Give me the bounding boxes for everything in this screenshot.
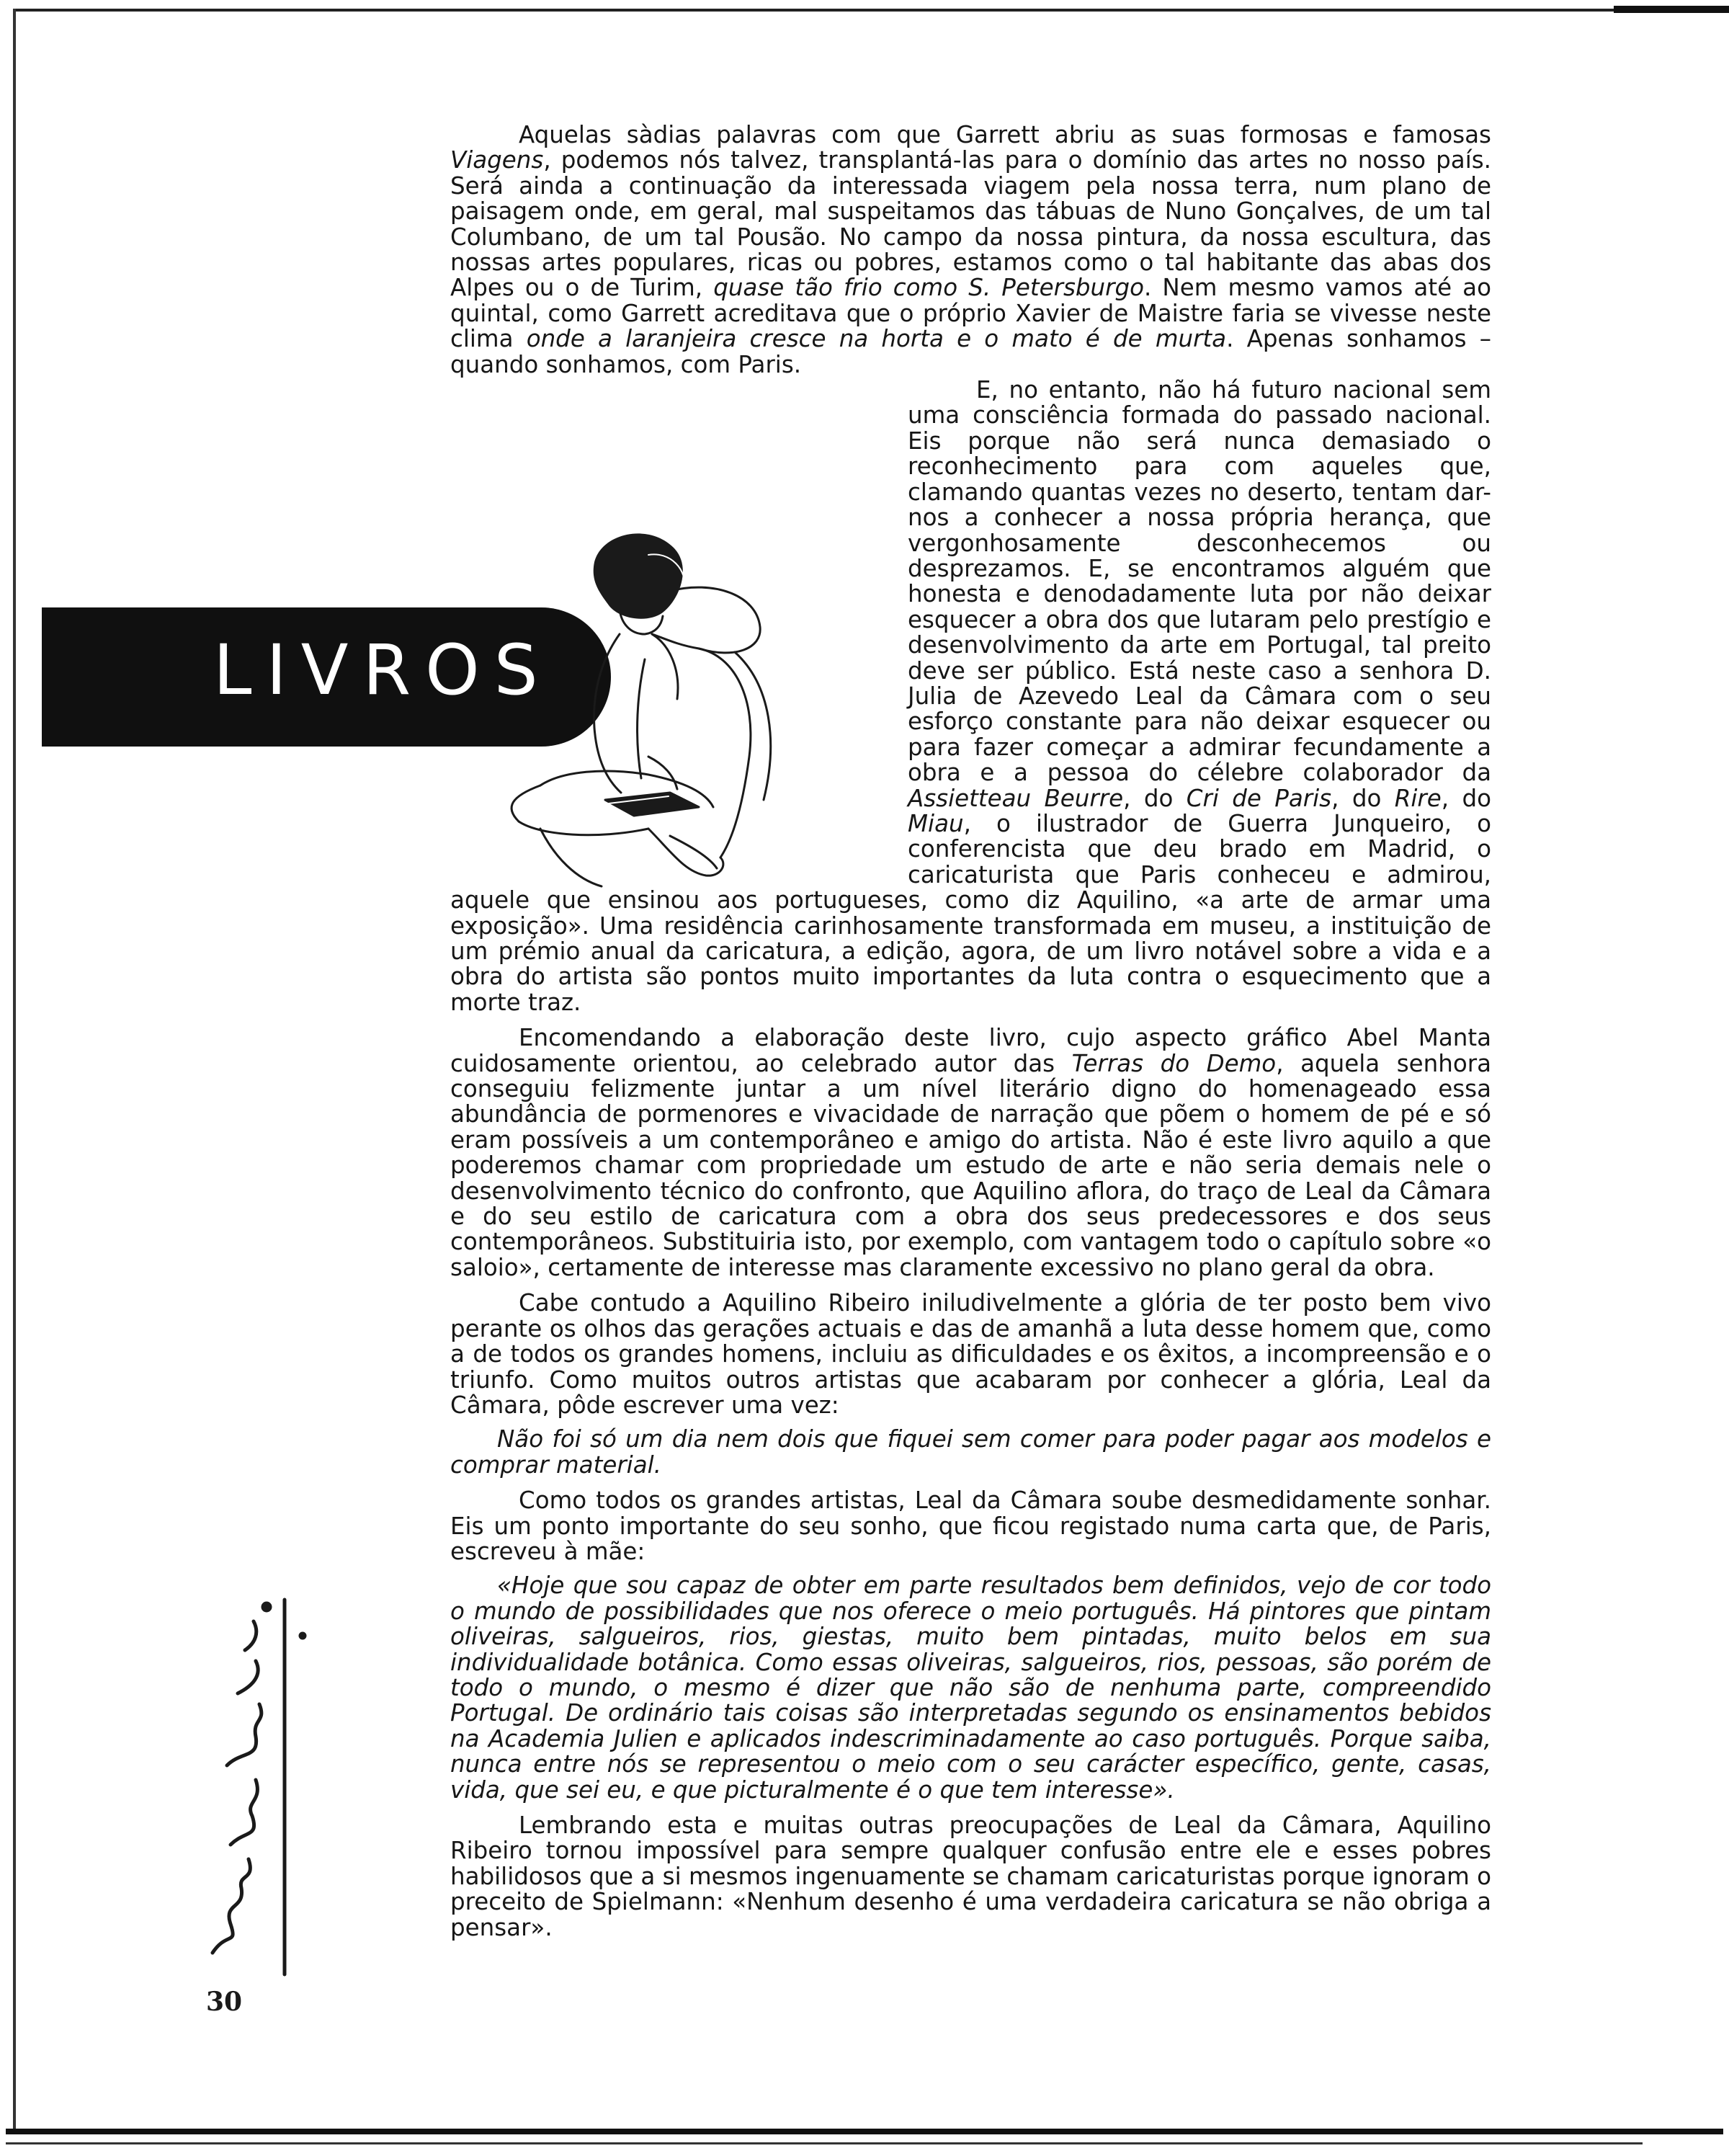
article-body — [450, 122, 1491, 1941]
paragraph-6: Como todos os grandes artistas, Leal da Câmara soube desmedidamente sonhar. Eis um ponto importante do seu sonho, que ficou registado numa carta que, de Paris, escreveu à mãe: — [450, 1487, 1491, 1565]
paragraph-8: Lembrando esta e muitas outras preocupações de Leal da Câmara, Aquilino Ribeiro tornou impossível para sempre qualquer confusão entre ele e esses pobres habilidosos que a si mesmos ingenuamente se chamam caricaturistas porque ignoram o preceito de Spielmann: «Nenhum desenho é uma verdadeira caricatura se não obriga a pensar». — [450, 1812, 1491, 1941]
page-border-bottom-thin — [6, 2142, 1643, 2144]
quote-letter: «Hoje que sou capaz de obter em parte resultados bem definidos, vejo de cor todo o mundo de possibilidades que nos oferece o meio português. Há pintores que pintam oliveiras, salgueiros, rios, giestas, muito bem pintadas, muito belos em sua individualidade botânica. Como essas oliveiras, salgueiros, rios, pessoas, são porém de todo o mundo, o mesmo é dizer que não são de nenhuma parte, compreendido Portugal. De ordinário tais coisas são interpretadas segundo os ensinamentos bebidos na Academia Julien e aplicados indescriminadamente ao caso português. Porque saiba, nunca entre nós se representou o meio com o seu carácter específico, gente, casas, vida, que sei eu, e que picturalmente é o que tem interesse». — [450, 1572, 1491, 1804]
page-number: 30 — [206, 1987, 243, 2017]
paragraph-2: E, no entanto, não há futuro nacional sem uma consciência formada do passado nacional. Eis porque não será nunca demasiado o reconhecimento para com aqueles que, clamando quantas vezes no deserto, tentam dar-nos a conhecer a nossa própria herança, que vergonhosamente desconhecemos ou desprezamos. E, se encontramos alguém que honesta e denodadamente luta por não deixar esquecer a obra dos que lutaram pelo prestígio e desenvolvimento da arte em Portugal, tal preito deve ser público. Está neste caso a senhora D. Julia de Azevedo Leal da Câmara com o seu esforço constante para não deixar esquecer ou para fazer começar a admirar fecundamente a obra e a pessoa do célebre colaborador da Assietteau Beurre, do Cri de Paris, do Rire, do Miau, o ilustrador de Guerra Junqueiro, o conferencista que deu brado em Madrid, o caricaturista que Paris conheceu e admirou, aquele que ensinou aos portugueses, como diz Aquilino, «a arte de armar uma exposição». Uma residência carinhosamente transformada em museu, a instituição de um prémio anual da caricatura, a edição, agora, de um livro notável sobre a vida e a obra do artista são pontos muito importantes da luta contra o esquecimento que a morte traz. — [450, 376, 1491, 1016]
page-border-top — [13, 9, 1722, 12]
page-border-bottom — [6, 2129, 1723, 2134]
page-border-left — [13, 9, 16, 2134]
illustration-wrap-space — [450, 378, 908, 886]
section-title: LIVROS — [213, 630, 553, 710]
paragraph-1: Aquelas sàdias palavras com que Garrett abriu as suas formosas e famosas Viagens, podemos nós talvez, transplantá-las para o domínio das artes no nosso país. Será ainda a continuação da interessada viagem pela nossa terra, num plano de paisagem onde, em geral, mal suspeitamos das tábuas de Nuno Gonçalves, de um tal Columbano, de um tal Pousão. No campo da nossa pintura, da nossa escultura, das nossas artes populares, ricas ou pobres, estamos como o tal habitante das abas dos Alpes ou o de Turim, quase tão frio como S. Petersburgo. Nem mesmo vamos até ao quintal, como Garrett acreditava que o próprio Xavier de Maistre faria se vivesse neste clima onde a laranjeira cresce na horta e o mato é de murta. Apenas sonhamos – quando sonhamos, com Paris. — [450, 121, 1491, 378]
author-signature-image — [187, 1585, 310, 1982]
paragraph-4: Cabe contudo a Aquilino Ribeiro iniludivelmente a glória de ter posto bem vivo perante os olhos das gerações actuais e das de amanhã a luta desse homem que, como a de todos os grandes homens, incluiu as dificuldades e os êxitos, a incompreensão e o triunfo. Como muitos outros artistas que acabaram por conhecer a glória, Leal da Câmara, pôde escrever uma vez: — [450, 1289, 1491, 1419]
page-border-top-thick — [1614, 6, 1729, 13]
quote-1: Não foi só um dia nem dois que fiquei sem comer para poder pagar aos modelos e comprar material. — [450, 1425, 1491, 1479]
paragraph-3: Encomendando a elaboração deste livro, cujo aspecto gráfico Abel Manta cuidosamente orientou, ao celebrado autor das Terras do Demo, aquela senhora conseguiu felizmente juntar a um nível literário digno do homenageado essa abundância de pormenores e vivacidade de narração que põem o homem de pé e só eram possíveis a um contemporâneo e amigo do artista. Não é este livro aquilo a que poderemos chamar com propriedade um estudo de arte e não seria demais nele o desenvolvimento técnico do confronto, que Aquilino aflora, do traço de Leal da Câmara e do seu estilo de caricatura com a obra dos seus predecessores e dos seus contemporâneos. Substituiria isto, por exemplo, com vantagem todo o capítulo sobre «o saloio», certamente de interesse mas claramente excessivo no plano geral da obra. — [450, 1024, 1491, 1281]
